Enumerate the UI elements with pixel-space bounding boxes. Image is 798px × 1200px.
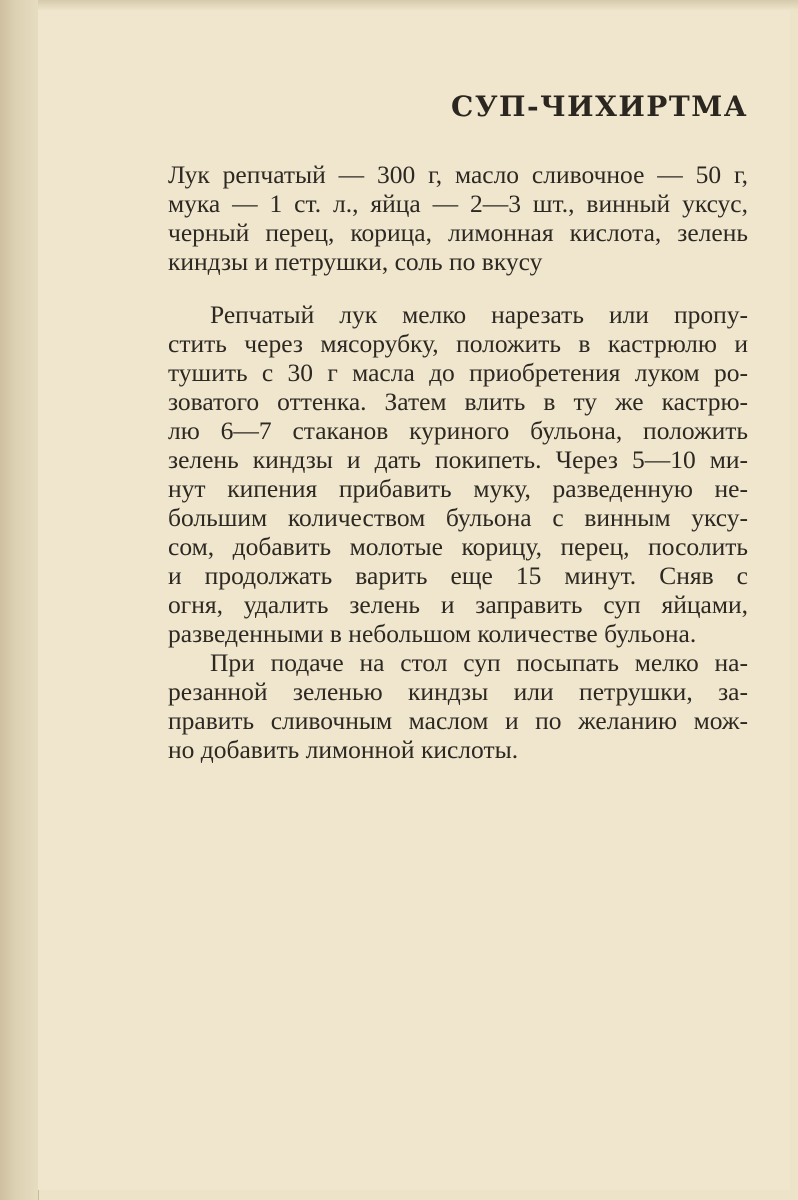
method-line: огня, удалить зелень и заправить суп яйцами, xyxy=(168,590,748,619)
ingredients-line: Лук репчатый — 300 г, масло сливочное — 50 г, xyxy=(168,160,748,189)
ingredients-line: черный перец, корица, лимонная кислота, зелень xyxy=(168,218,748,247)
method-text xyxy=(168,300,748,764)
method-line: При подаче на стол суп посыпать мелко на- xyxy=(210,648,748,677)
page-top-edge xyxy=(38,0,798,10)
method-line: лю 6—7 стаканов куриного бульона, положить xyxy=(168,416,748,445)
method-line: зоватого оттенка. Затем влить в ту же кастрю- xyxy=(168,387,748,416)
method-line: стить через мясорубку, положить в кастрюлю и xyxy=(168,329,748,358)
recipe-title: СУП-ЧИХИРТМА xyxy=(451,90,748,123)
method-line: править сливочным маслом и по желанию мож- xyxy=(168,706,748,735)
page-left-edge xyxy=(0,0,39,1200)
method-line: разведенными в небольшом количестве бульона. xyxy=(168,619,697,648)
ingredients-line: мука — 1 ст. л., яйца — 2—3 шт., винный уксус, xyxy=(168,189,748,218)
method-line: нут кипения прибавить муку, разведенную не- xyxy=(168,474,748,503)
method-line: и продолжать варить еще 15 минут. Сняв с xyxy=(168,561,748,590)
method-line: тушить с 30 г масла до приобретения луком ро- xyxy=(168,358,748,387)
method-line: большим количеством бульона с винным уксу- xyxy=(168,503,748,532)
method-line: резанной зеленью киндзы или петрушки, за- xyxy=(168,677,748,706)
method-line: но добавить лимонной кислоты. xyxy=(168,735,519,764)
ingredients-paragraph xyxy=(168,160,748,276)
method-line: зелень киндзы и дать покипеть. Через 5—10 ми- xyxy=(168,445,748,474)
method-line: сом, добавить молотые корицу, перец, посолить xyxy=(168,532,748,561)
ingredients-line: киндзы и петрушки, соль по вкусу xyxy=(168,247,543,276)
page-body xyxy=(38,10,790,1190)
method-line: Репчатый лук мелко нарезать или пропу- xyxy=(210,300,748,329)
